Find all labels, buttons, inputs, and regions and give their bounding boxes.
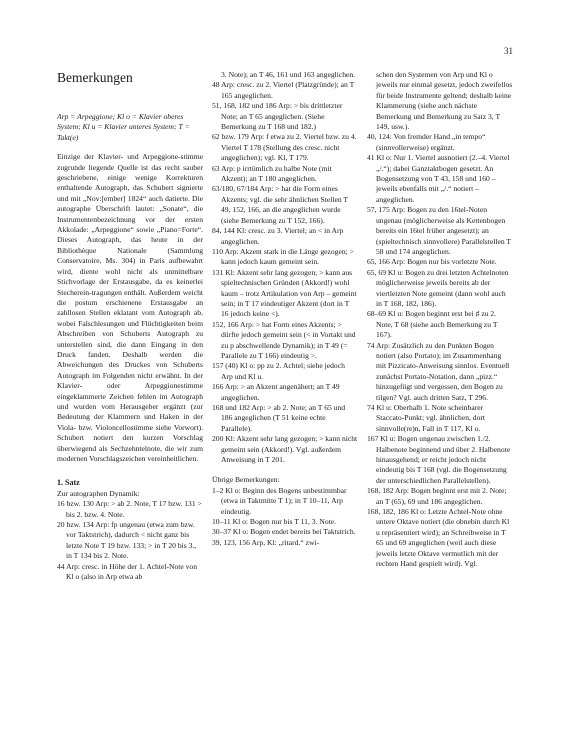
note-item: 74 Kl u: Oberhalb 1. Note scheinbarer Staccato-Punkt; vgl. ähnlichen, dort sinnvolle(re)n, Fall in T 117, Kl o.	[367, 403, 486, 433]
column-2	[212, 70, 358, 548]
note-item: 39, 123, 156 Arp, Kl: „ritard.“ zwi-	[212, 537, 320, 547]
column-1	[57, 70, 203, 582]
note-item: 30–37 Kl o: Bogen endet bereits bei Taktstrich.	[212, 527, 356, 537]
note-item: 62 bzw. 179 Arp: f etwa zu 2. Viertel bzw. zu 4. Viertel T 178 (Stellung des cresc. nicht angeglichen); vgl. Kl, T 179.	[212, 132, 357, 163]
note-item: 167 Kl u: Bogen ungenau zwischen 1./2. Halbenote beginnend und über 2. Halbenote hinausgehend; er reicht jedoch nicht eindeutig bis T 168 (vgl. die Bogensetzung der unterschiedlichen Parallelstellen).	[367, 434, 511, 485]
note-item: 40, 124: Von fremder Hand „in tempo“ (sinnvollerweise) ergänzt.	[367, 132, 486, 152]
note-item: 10–11 Kl o: Bogen nur bis T 11, 3. Note.	[212, 517, 337, 527]
note-item: 168, 182, 186 Kl o: Letzte Achtel-Note ohne untere Oktave notiert (die obnebin durch Kl u repräsentiert wird); an Schreibweise in T 65 und 69 angeglichen (weil auch diese jeweils letzte Oktave vermutlich mit der rechten Hand gespielt wird). Vgl.	[367, 507, 510, 569]
note-item: 44 Arp: cresc. in Höhe der 1. Achtel-Note von Kl o (also in Arp etwa ab	[57, 561, 198, 582]
note-item: 168, 182 Arp: Bogen beginnt erst mit 2. Note; an T (65), 69 und 186 angeglichen.	[367, 486, 507, 506]
note-item: 84, 144 Kl: cresc. zu 3. Viertel; an < in Arp angeglichen.	[212, 226, 344, 246]
note-item: 200 Kl: Akzent sehr lang gezogen; > kann nicht gemeint sein (Akkord!). Vgl. außerdem Anweisung in T 201.	[212, 434, 358, 465]
note-item: 57, 175 Arp: Bogen zu den 16tel-Noten ungenau (möglicherweise als Kettenbogen bereits ein 16tel früher angesetzt); an (spieltechnisch sinnvollere) Parallelstellen T 58 und 174 angeglichen.	[367, 205, 511, 256]
note-item: 74 Arp: Zusätzlich zu den Punkten Bogen notiert (also Portato); im Zusammenhang mit Pizzicato-Anweisung sinnlos. Eventuell zunächst Portato-Notation, dann „pizz.“ hinzugefügt und vergessen, den Bogen zu tilgen? Vgl. auch dritten Satz, T 296.	[367, 340, 510, 402]
note-item: 65, 166 Arp: Bogen nur bis vorletzte Note.	[367, 257, 497, 267]
note-item: 63/180, 67/184 Arp: > hat die Form eines Akzents; vgl. die sehr ähnlichen Stellen T 49, 152, 166, an die angeglichen wurde (siehe Bemerkung zu T 152, 166).	[212, 184, 348, 225]
note-item: schen den Systemen von Arp und Kl o jeweils nur einmal gesetzt, jedoch zweifellos für beide Instrumente geltend; deshalb keine Klammerung (siehe auch nächste Bemerkung und Bemerkung zu Satz 3, T 149, usw.).	[376, 70, 513, 132]
page-number: 31	[504, 46, 513, 56]
note-item: 20 bzw. 134 Arp: fp ungenau (etwa zum bzw. vor Taktstrich), dadurch < nicht ganz bis letzte Note T 19 bzw. 133; > in T 20 bis 3., in T 134 bis 2. Note.	[57, 520, 197, 561]
note-item: 157 (40) Kl o: pp zu 2. Achtel; siehe jedoch Arp und Kl u.	[212, 361, 345, 381]
note-item: 41 Kl o: Nur 1. Viertel ausnotiert (2.–4. Viertel „/.“); dabei Ganztaktbogen gesetzt. An Bogensetzung von T 43, 158 und 160 – jeweils ebenfalls mit „/.“ notiert – angeglichen.	[367, 153, 510, 204]
note-item: 65, 69 Kl u: Bogen zu drei letzten Achtelnoten möglicherweise jeweils bereits ab der viertletzten Note gemeint (dann wohl auch in T 168, 182, 186).	[367, 267, 509, 308]
section-subhead: Übrige Bemerkungen:	[212, 475, 280, 485]
note-item: 3. Note); an T 46, 161 und 163 angeglichen.	[221, 70, 356, 79]
abbreviations-key: Arp = Arpeggione; Kl o = Klavier oberes System; Kl u = Klavier unteres System; T = Takt(e)	[57, 112, 190, 142]
note-item: 48 Arp: cresc. zu 2. Viertel (Platzgründe); an T 165 angeglichen.	[212, 80, 355, 100]
section-title: 1. Satz	[57, 478, 80, 488]
section-subhead: Zur autographen Dynamik:	[57, 488, 140, 498]
note-item: 152, 166 Arp: > hat Form eines Akzents; > dürfte jedoch gemeint sein (< in Vortakt und zu p abschwellende Dynamik); in T 49 (= Parallele zu T 166) eindeutig >.	[212, 319, 356, 360]
note-item: 63 Arp: p irrtümlich zu halbe Note (mit Akzent); an T 180 angeglichen.	[212, 163, 332, 184]
page-title: Bemerkungen	[57, 70, 133, 85]
note-item: 68–69 Kl u: Bogen beginnt erst bei ♯ zu 2. Note, T 68 (siehe auch Bemerkung zu T 167).	[367, 309, 498, 340]
note-item: 166 Arp: > an Akzent angenähert; an T 49 angeglichen.	[212, 382, 340, 402]
note-item: 110 Arp: Akzent stark in die Länge gezogen; > kann jedoch kaum gemeint sein.	[212, 246, 354, 267]
note-item: 168 und 182 Arp: > ab 2. Note; an T 65 und 186 angeglichen (T 51 keine echte Parallele).	[212, 403, 346, 433]
note-item: 131 Kl: Akzent sehr lang gezogen; > kann aus spieltechnischen Gründen (Akkord!) wohl kaum – trotz Artikulation von Arp – gemeint sein; in T 17 eindeutiger Akzent (dort in T 16 jedoch keine <).	[212, 267, 357, 319]
note-item: 1–2 Kl o: Beginn des Bogens unbestimmbar (etwa in Taktmitte T 1); in T 10–11, Arp eindeutig.	[212, 485, 347, 516]
intro-paragraph: Einzige der Klavier- und Arpeggione-stimme zugrunde liegende Quelle ist das recht sauber geschriebene, einige wenige Korrekturen enthaltende Autograph, das Schubert signierte und mit „Nov:[ember] 1824“ auch datierte. Die autographe Überschrift lautet: „Sonate“, die Instrumentenbezeichnung vor der ersten Akkolade: „Arpeggione“ sowie „Piano=Forte“. Dieses Autograph, das heute in der Bibliothèque Nationale (Sammlung Conservatoire, Ms. 304) in Paris aufbewahrt wird, diente wohl nicht als unmittelbare Stichvorlage der Erstausgabe, da es keinerlei Stecherein-tragungen enthält. Außerdem weicht die postum erschienene Erstausgabe an zahllosen Stellen eklatant vom Autograph ab, wobei Falschlesungen und Flüchtigkeiten beim Abschreiben von Schuberts Autograph zu unterstellen sind, die dann Eingang in den Druck fanden. Deshalb werden die Abweichungen des Druckes von Schuberts Autograph im Folgenden nicht erwähnt. In der Klavier- oder Arpeggionestimme eingeklammerte Zeichen fehlen im Autograph und wurden vom Herausgeber ergänzt (zur Bedeutung der Klammern und Haken in der Viola- bzw. Violoncellostimme siehe Vorwort). Schubert notiert den kurzen Vorschlag überwiegend als Sechzehntelnote, die wir zum modernen Vorschlagszeichen vereinheitlichen.	[57, 152, 203, 463]
note-item: 51, 168, 182 und 186 Arp: > bis drittletzter Note; an T 65 angeglichen. (Siehe Bemerkung zu T 168 und 182.)	[212, 101, 343, 132]
note-item: 16 bzw. 130 Arp: > ab 2. Note, T 17 bzw. 131 > bis 2. bzw. 4. Note.	[57, 499, 202, 519]
column-3	[367, 70, 513, 570]
